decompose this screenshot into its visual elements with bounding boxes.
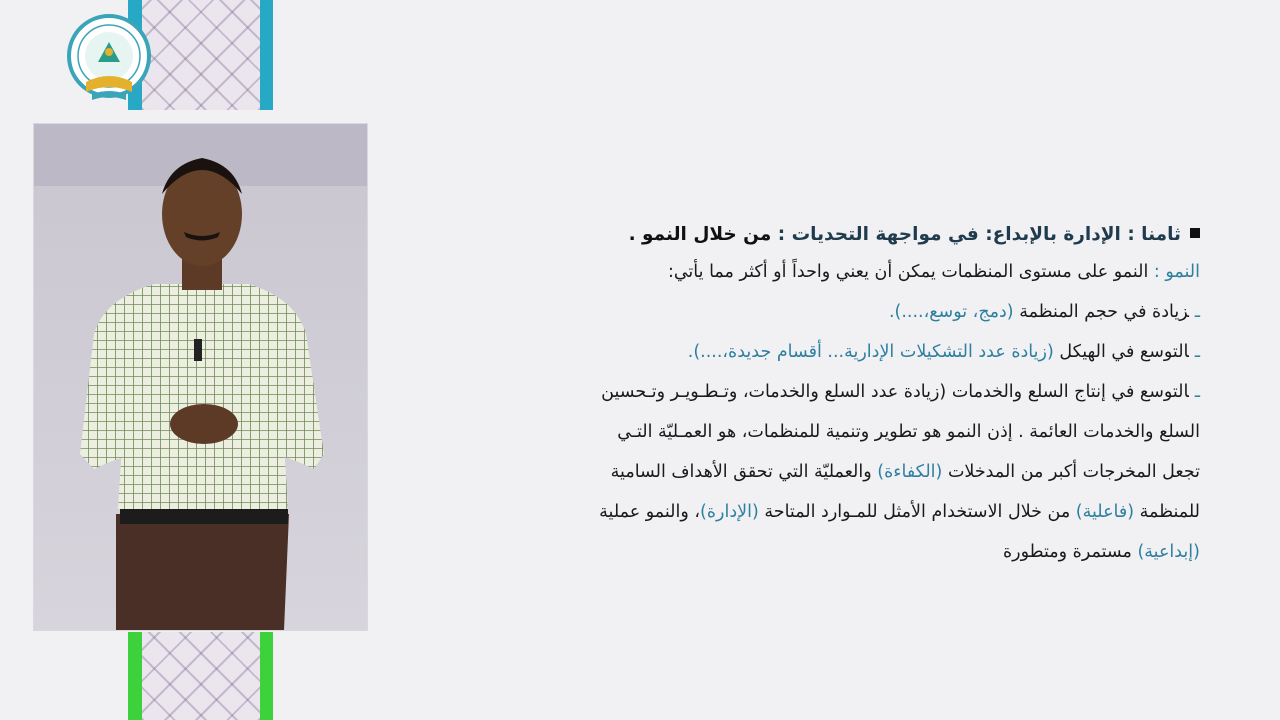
- heading-prefix: ثامنا : الإدارة بالإبداع: في مواجهة التحديات :: [771, 224, 1181, 245]
- definition-term: النمو :: [1148, 262, 1200, 282]
- university-emblem-icon: [60, 12, 158, 112]
- slide-heading: [470, 218, 1200, 252]
- square-bullet-icon: [1190, 228, 1200, 238]
- definition-line: [470, 252, 1200, 292]
- paragraph-text: للمنظمة: [1134, 502, 1200, 522]
- definition-text: النمو على مستوى المنظمات يمكن أن يعني واحداً أو أكثر مما يأتي:: [667, 262, 1149, 282]
- highlight-management: (الإدارة): [700, 502, 759, 522]
- heading-suffix: من خلال النمو .: [628, 224, 772, 245]
- presenter-video[interactable]: [34, 124, 367, 630]
- dash-bullet-icon: ـ: [1194, 302, 1200, 322]
- paragraph-line-1: [470, 372, 1200, 412]
- lattice-pattern-bottom: [142, 632, 260, 720]
- paragraph-text: السلع والخدمات العائمة . إذن النمو هو تطوير وتنمية للمنظمات، هو العمـليّة التـي: [617, 422, 1200, 442]
- dash-bullet-icon: ـ: [1194, 342, 1200, 362]
- item-text: التوسع في الهيكل: [1053, 342, 1189, 362]
- paragraph-text: تجعل المخرجات أكبر من المدخلات: [942, 462, 1200, 482]
- paragraph-text: من خلال الاستخدام الأمثل للمـوارد المتاحة: [758, 502, 1076, 522]
- paragraph-line-4: [470, 492, 1200, 532]
- list-item: [470, 332, 1200, 372]
- paragraph-line-2: [470, 412, 1200, 452]
- highlight-efficiency: (الكفاءة): [877, 462, 943, 482]
- lattice-pattern-top: [142, 0, 260, 110]
- item-note: (زيادة عدد التشكيلات الإدارية... أقسام جديدة،....).: [687, 342, 1054, 362]
- paragraph-line-5: [470, 532, 1200, 572]
- dash-bullet-icon: ـ: [1194, 382, 1200, 402]
- paragraph-text: والعمليّة التي تحقق الأهداف السامية: [610, 462, 878, 482]
- paragraph-text: التوسع في إنتاج السلع والخدمات (زيادة عدد السلع والخدمات، وتـطـويـر وتـحسين: [601, 382, 1189, 402]
- item-note: (دمج، توسع،....).: [888, 302, 1014, 322]
- paragraph-text: ، والنمو عملية: [599, 502, 701, 522]
- list-item: [470, 292, 1200, 332]
- highlight-effectiveness: (فاعلية): [1075, 502, 1135, 522]
- slide-content: [470, 218, 1200, 572]
- paragraph-line-3: [470, 452, 1200, 492]
- item-text: زيادة في حجم المنظمة: [1013, 302, 1189, 322]
- highlight-creative: (إبداعية): [1137, 542, 1200, 562]
- paragraph-text: مستمرة ومتطورة: [1002, 542, 1138, 562]
